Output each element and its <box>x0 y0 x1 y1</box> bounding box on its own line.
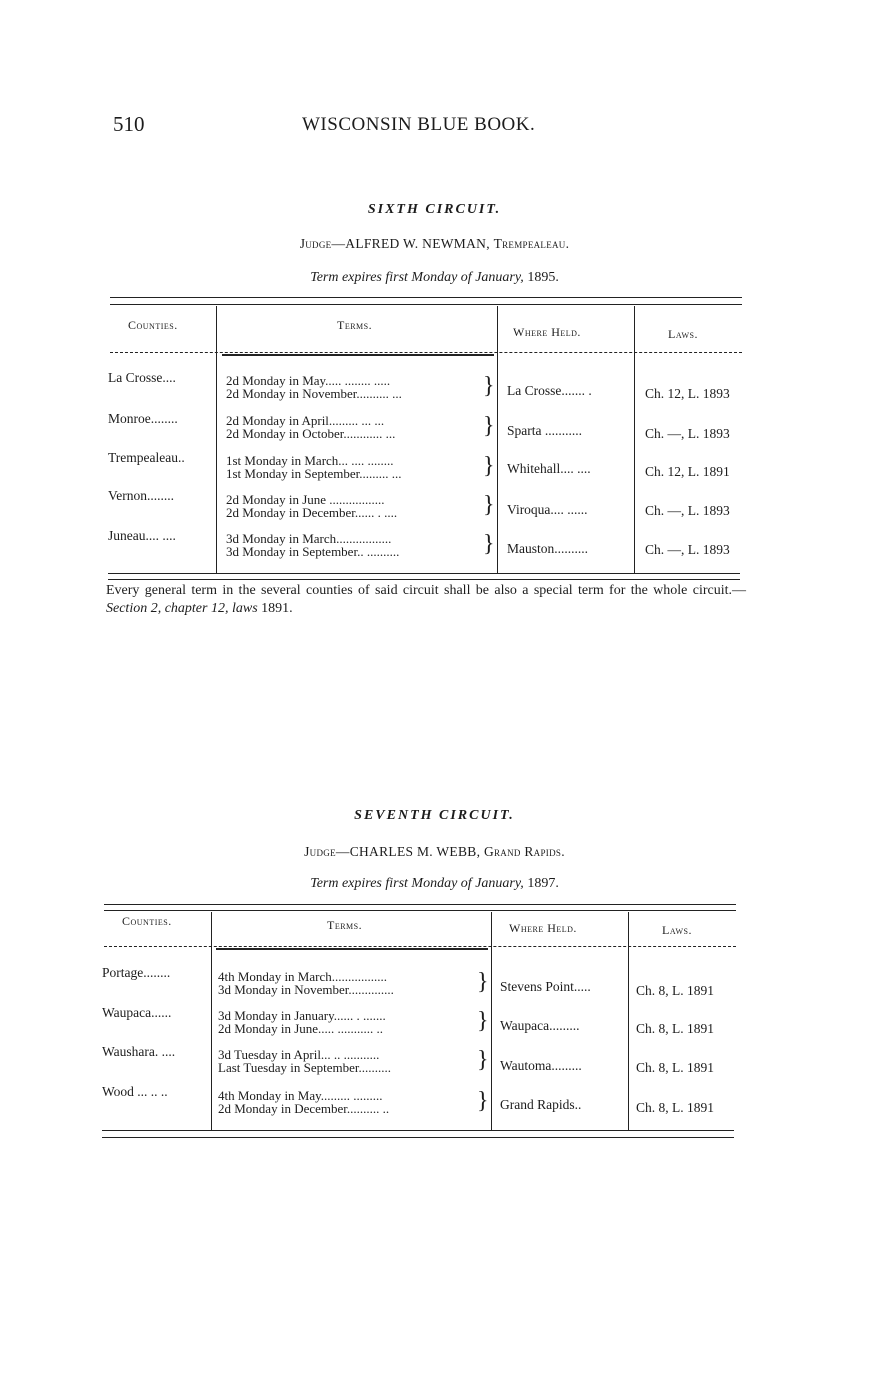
header-rule <box>110 352 742 353</box>
page-number: 510 <box>113 112 145 136</box>
law-cell: Ch. 8, L. 1891 <box>636 983 715 998</box>
seventh-circuit-title: SEVENTH CIRCUIT. <box>354 808 515 823</box>
sixth-circuit-title: SIXTH CIRCUIT. <box>367 202 502 217</box>
law-cell: Ch. —, L. 1893 <box>645 503 730 518</box>
place-cell: Waupaca......... <box>500 1018 580 1033</box>
place-cell: Whitehall.... .... <box>507 461 591 476</box>
county-cell: Trempealeau.. <box>108 450 185 465</box>
column-header-counties: Counties. <box>122 914 172 928</box>
column-header-terms: Terms. <box>337 318 373 332</box>
county-cell: Juneau.... .... <box>108 528 176 543</box>
term-cell: 1st Monday in March... .... ........ <box>226 453 394 468</box>
county-cell: Waushara. .... <box>102 1044 176 1059</box>
column-header-where-held: Where Held. <box>513 325 581 339</box>
brace-icon: } <box>477 969 489 995</box>
column-divider <box>497 306 498 574</box>
term-cell: 1st Monday in September......... ... <box>226 466 402 481</box>
table-rule <box>108 573 740 574</box>
term-cell: 2d Monday in June..... ........... .. <box>218 1021 384 1036</box>
term-cell: 3d Monday in January...... . ....... <box>218 1008 386 1023</box>
law-cell: Ch. 8, L. 1891 <box>636 1100 715 1115</box>
table-rule <box>104 910 736 911</box>
term-cell: 2d Monday in December...... . .... <box>226 505 398 520</box>
brace-icon: } <box>483 531 495 557</box>
column-header-laws: Laws. <box>662 923 692 937</box>
header-rule <box>216 948 488 950</box>
term-cell: Last Tuesday in September.......... <box>218 1060 391 1075</box>
table-rule <box>110 297 742 298</box>
brace-icon: } <box>483 413 495 439</box>
brace-icon: } <box>477 1047 489 1073</box>
place-cell: Mauston.......... <box>507 541 588 556</box>
county-cell: Portage........ <box>102 965 171 980</box>
term-year: 1897. <box>527 876 559 891</box>
note-year: 1891. <box>261 601 293 616</box>
term-cell: 3d Monday in March................. <box>226 531 392 546</box>
column-header-where-held: Where Held. <box>509 921 577 935</box>
sixth-term-expires <box>0 270 869 286</box>
column-divider <box>211 912 212 1130</box>
judge-place: Grand Rapids. <box>483 844 565 859</box>
table-rule <box>110 304 742 305</box>
table-rule <box>108 579 740 580</box>
law-cell: Ch. —, L. 1893 <box>645 426 730 441</box>
county-cell: Wood ... .. .. <box>102 1084 168 1099</box>
table-rule <box>104 904 736 905</box>
place-cell: Stevens Point..... <box>500 979 591 994</box>
term-cell: 2d Monday in May..... ........ ..... <box>226 373 391 388</box>
column-divider <box>634 306 635 574</box>
running-title: WISCONSIN BLUE BOOK. <box>302 114 536 135</box>
column-header-laws: Laws. <box>668 327 698 341</box>
table-rule <box>102 1137 734 1138</box>
law-cell: Ch. 8, L. 1891 <box>636 1021 715 1036</box>
term-year: 1895. <box>527 270 559 285</box>
header-rule <box>222 354 494 356</box>
brace-icon: } <box>483 453 495 479</box>
brace-icon: } <box>483 373 495 399</box>
term-cell: 2d Monday in October............ ... <box>226 426 396 441</box>
column-divider <box>628 912 629 1130</box>
place-cell: La Crosse....... . <box>507 383 592 398</box>
brace-icon: } <box>483 492 495 518</box>
term-cell: 2d Monday in June ................. <box>226 492 385 507</box>
law-cell: Ch. 12, L. 1891 <box>645 464 730 479</box>
term-cell: 2d Monday in December.......... .. <box>218 1101 390 1116</box>
term-cell: 4th Monday in March................. <box>218 969 387 984</box>
judge-place: Trempealeau. <box>493 236 570 251</box>
county-cell: La Crosse.... <box>108 370 176 385</box>
judge-name: ALFRED W. NEWMAN, <box>345 236 490 251</box>
county-cell: Monroe........ <box>108 411 178 426</box>
law-cell: Ch. 8, L. 1891 <box>636 1060 715 1075</box>
brace-icon: } <box>477 1008 489 1034</box>
column-header-terms: Terms. <box>327 918 363 932</box>
term-cell: 2d Monday in April......... ... ... <box>226 413 385 428</box>
brace-icon: } <box>477 1088 489 1114</box>
sixth-judge-line <box>0 236 869 252</box>
term-cell: 3d Monday in November.............. <box>218 982 394 997</box>
law-cell: Ch. 12, L. 1893 <box>645 386 730 401</box>
seventh-term-expires <box>0 876 869 892</box>
column-divider <box>216 306 217 574</box>
place-cell: Wautoma......... <box>500 1058 582 1073</box>
term-text: Term expires first Monday of January, <box>310 270 524 285</box>
place-cell: Sparta ........... <box>507 423 582 438</box>
place-cell: Viroqua.... ...... <box>507 502 588 517</box>
term-text: Term expires first Monday of January, <box>310 876 524 891</box>
judge-prefix: Judge— <box>299 236 346 251</box>
term-cell: 3d Monday in September.. .......... <box>226 544 400 559</box>
term-cell: 4th Monday in May......... ......... <box>218 1088 383 1103</box>
term-cell: 3d Tuesday in April... .. ........... <box>218 1047 380 1062</box>
place-cell: Grand Rapids.. <box>500 1097 582 1112</box>
judge-prefix: Judge— <box>304 844 350 859</box>
judge-name: CHARLES M. WEBB, <box>349 844 481 859</box>
note-text: Every general term in the several counties of said circuit shall be also a special term for the whole circuit.— <box>106 583 746 598</box>
county-cell: Waupaca...... <box>102 1005 172 1020</box>
law-cell: Ch. —, L. 1893 <box>645 542 730 557</box>
table-rule <box>102 1130 734 1131</box>
header-rule <box>104 946 736 947</box>
term-cell: 2d Monday in November.......... ... <box>226 386 402 401</box>
column-header-counties: Counties. <box>128 318 178 332</box>
county-cell: Vernon........ <box>108 488 174 503</box>
circuit-note <box>106 582 746 618</box>
column-divider <box>491 912 492 1130</box>
note-reference: Section 2, chapter 12, laws <box>106 601 258 616</box>
seventh-judge-line <box>0 844 869 860</box>
